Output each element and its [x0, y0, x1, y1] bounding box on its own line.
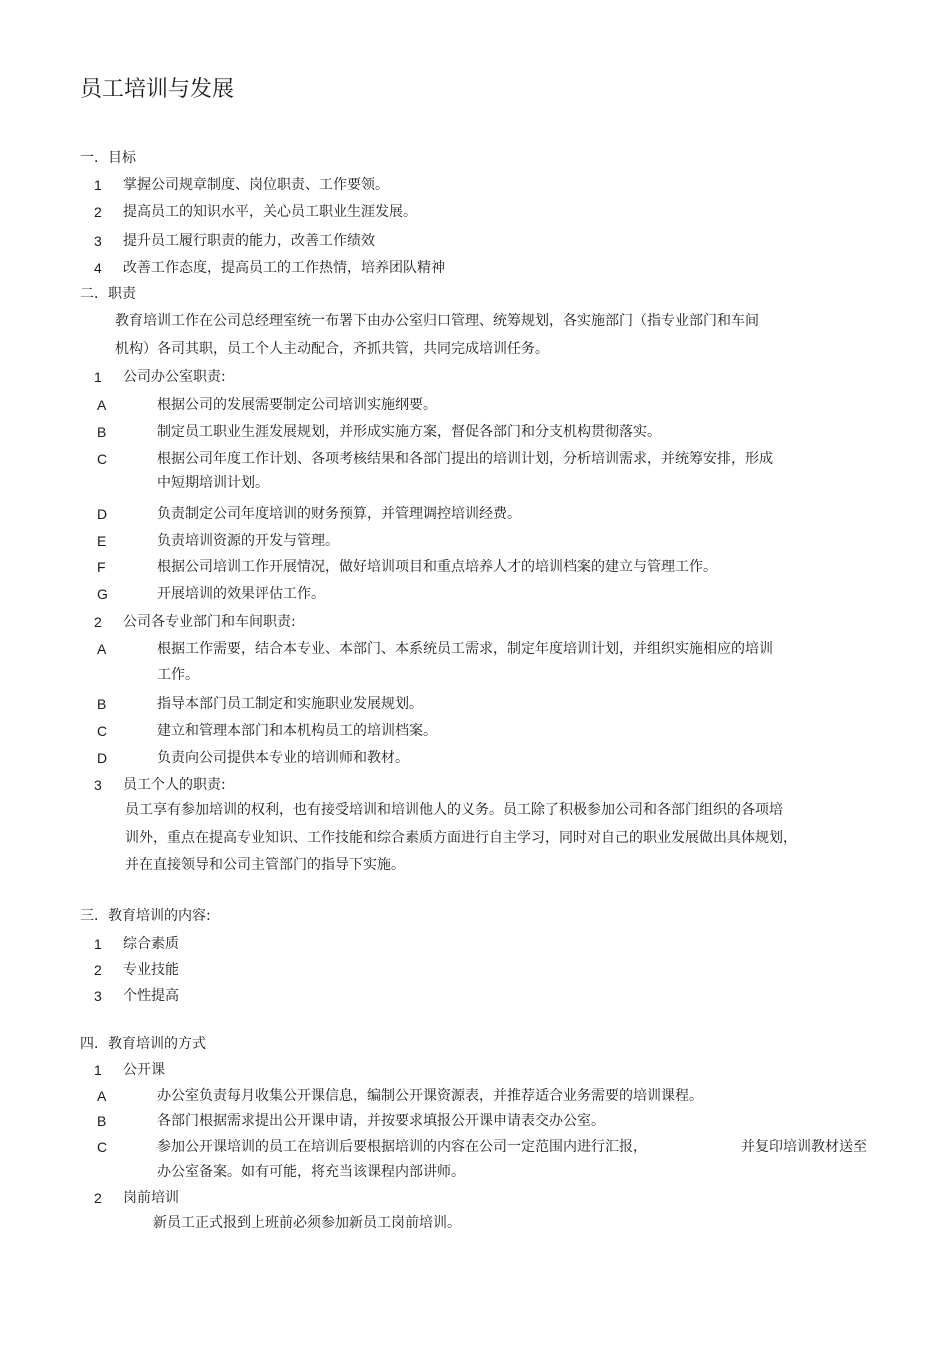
paragraph-line: 并在直接领导和公司主管部门的指导下实施。 — [125, 857, 405, 873]
list-item-tail: 并复印培训教材送至 — [741, 1139, 867, 1155]
list-letter: B — [97, 424, 107, 440]
list-item: 办公室负责每月收集公开课信息，编制公开课资源表，并推荐适合业务需要的培训课程。 — [157, 1088, 703, 1104]
list-number: 2 — [94, 962, 102, 978]
list-letter: D — [97, 506, 108, 522]
list-item: 提升员工履行职责的能力，改善工作绩效 — [123, 233, 375, 249]
list-letter: A — [97, 397, 107, 413]
list-letter: E — [97, 533, 107, 549]
list-item: 建立和管理本部门和本机构员工的培训档案。 — [157, 723, 437, 739]
list-number: 4 — [94, 260, 102, 276]
list-item: 根据公司年度工作计划、各项考核结果和各部门提出的培训计划，分析培训需求，并统筹安排，形成 — [157, 451, 773, 467]
section-heading-content: 三．教育培训的内容: — [80, 908, 211, 924]
list-letter: F — [97, 559, 106, 575]
list-item: 综合素质 — [123, 936, 179, 952]
section-heading-goals: 一．目标 — [80, 150, 136, 166]
list-item: 专业技能 — [123, 962, 179, 978]
paragraph-line: 教育培训工作在公司总经理室统一布署下由办公室归口管理、统筹规划，各实施部门（指专业部门和车间 — [115, 313, 759, 329]
list-letter: C — [97, 451, 108, 467]
paragraph-line: 新员工正式报到上班前必须参加新员工岗前培训。 — [153, 1215, 461, 1231]
list-letter: C — [97, 723, 108, 739]
list-item: 制定员工职业生涯发展规划，并形成实施方案，督促各部门和分支机构贯彻落实。 — [157, 424, 661, 440]
list-item: 指导本部门员工制定和实施职业发展规划。 — [157, 696, 423, 712]
list-item-continuation: 工作。 — [157, 667, 199, 683]
sub-number: 1 — [94, 369, 102, 385]
list-item: 负责向公司提供本专业的培训师和教材。 — [157, 750, 409, 766]
list-item-continuation: 办公室备案。如有可能，将充当该课程内部讲师。 — [157, 1164, 465, 1180]
list-letter: A — [97, 641, 107, 657]
sub-number: 2 — [94, 1190, 102, 1206]
list-item: 各部门根据需求提出公开课申请，并按要求填报公开课申请表交办公室。 — [157, 1113, 605, 1129]
list-item: 负责制定公司年度培训的财务预算，并管理调控培训经费。 — [157, 506, 521, 522]
list-number: 1 — [94, 177, 102, 193]
page-title: 员工培训与发展 — [80, 77, 235, 102]
sub-number: 3 — [94, 777, 102, 793]
list-item: 提高员工的知识水平，关心员工职业生涯发展。 — [123, 204, 417, 220]
list-letter: C — [97, 1139, 108, 1155]
sub-heading: 员工个人的职责: — [123, 777, 226, 793]
list-number: 1 — [94, 936, 102, 952]
list-letter: G — [97, 586, 108, 602]
list-item: 改善工作态度，提高员工的工作热情，培养团队精神 — [123, 260, 445, 276]
list-item-continuation: 中短期培训计划。 — [157, 475, 269, 491]
list-item: 个性提高 — [123, 988, 179, 1004]
list-letter: B — [97, 696, 107, 712]
sub-heading: 公司各专业部门和车间职责: — [123, 614, 296, 630]
list-item: 根据工作需要，结合本专业、本部门、本系统员工需求，制定年度培训计划，并组织实施相应的培训 — [157, 641, 773, 657]
paragraph-line: 训外，重点在提高专业知识、工作技能和综合素质方面进行自主学习，同时对自己的职业发展做出具体规划， — [125, 830, 797, 846]
list-item: 根据公司的发展需要制定公司培训实施纲要。 — [157, 397, 437, 413]
list-letter: A — [97, 1088, 107, 1104]
paragraph-line: 员工享有参加培训的权利，也有接受培训和培训他人的义务。员工除了积极参加公司和各部门组织的各项培 — [125, 802, 783, 818]
section-heading-methods: 四．教育培训的方式 — [80, 1036, 206, 1052]
sub-heading: 公司办公室职责: — [123, 369, 226, 385]
list-item: 参加公开课培训的员工在培训后要根据培训的内容在公司一定范围内进行汇报， — [157, 1139, 647, 1155]
list-letter: D — [97, 750, 108, 766]
sub-number: 1 — [94, 1062, 102, 1078]
list-item: 根据公司培训工作开展情况，做好培训项目和重点培养人才的培训档案的建立与管理工作。 — [157, 559, 717, 575]
list-item: 开展培训的效果评估工作。 — [157, 586, 325, 602]
list-number: 2 — [94, 204, 102, 220]
paragraph-line: 机构）各司其职，员工个人主动配合，齐抓共管，共同完成培训任务。 — [115, 341, 549, 357]
list-item: 负责培训资源的开发与管理。 — [157, 533, 339, 549]
list-letter: B — [97, 1113, 107, 1129]
list-item: 掌握公司规章制度、岗位职责、工作要领。 — [123, 177, 389, 193]
sub-heading: 公开课 — [123, 1062, 165, 1078]
sub-number: 2 — [94, 614, 102, 630]
sub-heading: 岗前培训 — [123, 1190, 179, 1206]
list-number: 3 — [94, 233, 102, 249]
list-number: 3 — [94, 988, 102, 1004]
section-heading-responsibilities: 二．职责 — [80, 286, 136, 302]
